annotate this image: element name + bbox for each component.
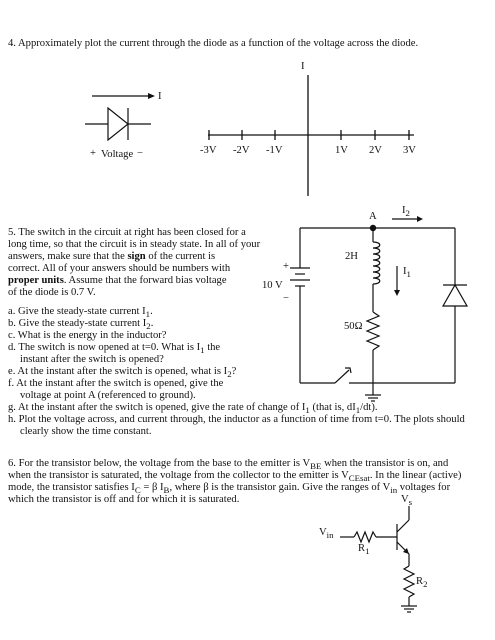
resistor-zigzag [367,312,379,350]
resistor-label: 50Ω [344,321,363,332]
battery-minus: − [283,293,289,304]
tick-label: -3V [200,145,217,156]
q6-line-2: when the transistor is saturated, the voltage from the collector to the emitter is $V_{CEsat}$. In the linear (active) [8,470,462,484]
tick-label: -1V [266,145,283,156]
part-h-cont: clearly show the time constant. [20,426,152,437]
node-a-label: A [369,211,377,222]
tick-label: -2V [233,145,250,156]
part-d-cont: instant after the switch is opened? [20,354,164,365]
q4-prompt: 4. Approximately plot the current through the diode as a function of the voltage across the diode. [8,38,419,49]
part-h: h. Plot the voltage across, and current through, the inductor as a function of time from t=0. The plots should [8,414,465,425]
q6-line-4: which the transistor is off and for which it is saturated. [8,494,240,505]
part-e: e. At the instant after the switch is opened, what is $I_2$? [8,366,237,380]
battery-plus: + [283,261,289,272]
tick-label: 3V [403,145,416,156]
tick-label: 1V [335,145,348,156]
transistor-circuit [340,506,417,612]
q6-line-3: mode, the transistor satisfies $I_C = \beta$ $I_B$, where β is the transistor gain. Give the ranges of $V_{in}$ voltages for [8,482,451,496]
part-g: g. At the instant after the switch is opened, give the rate of change of $I_1$ (that is, $dI_1/dt$). [8,402,378,416]
vin-label: $V_{in}$ [319,527,334,541]
switch-blade [335,370,349,383]
part-d: d. The switch is now opened at t=0. What is $I_1$ the [8,342,221,356]
r1-zigzag [354,532,376,542]
r2-label: $R_2$ [416,576,428,590]
rl-circuit [290,216,467,401]
node-a-dot [370,225,376,231]
vs-label: $V_s$ [401,494,413,508]
part-c: c. What is the energy in the inductor? [8,330,167,341]
diode-current-label: I [158,91,162,102]
voltage-plus: + [90,148,96,159]
battery-label: 10 V [262,280,283,291]
diode-triangle [443,285,467,306]
current-axis-label: I [301,61,305,72]
r2-zigzag [404,566,414,597]
collector [397,520,409,532]
part-f: f. At the instant after the switch is opened, give the [8,378,224,389]
diode-symbol [85,93,155,140]
inductor-coil [373,242,380,284]
i2-label: $I_2$ [402,205,410,219]
part-b: b. Give the steady-state current $I_2$. [8,318,154,332]
r1-label: $R_1$ [358,543,370,557]
q6-line-1: 6. For the transistor below, the voltage from the base to the emitter is $V_{BE}$ when the transistor is on, and [8,458,449,472]
inductor-label: 2H [345,251,358,262]
iv-axes [208,75,414,196]
part-f-cont: voltage at point A (referenced to ground). [20,390,196,401]
part-a: a. Give the steady-state current $I_1$. [8,306,153,320]
tick-label: 2V [369,145,382,156]
voltage-label: Voltage [101,149,134,160]
voltage-minus: − [137,148,143,159]
i1-label: $I_1$ [403,266,411,280]
